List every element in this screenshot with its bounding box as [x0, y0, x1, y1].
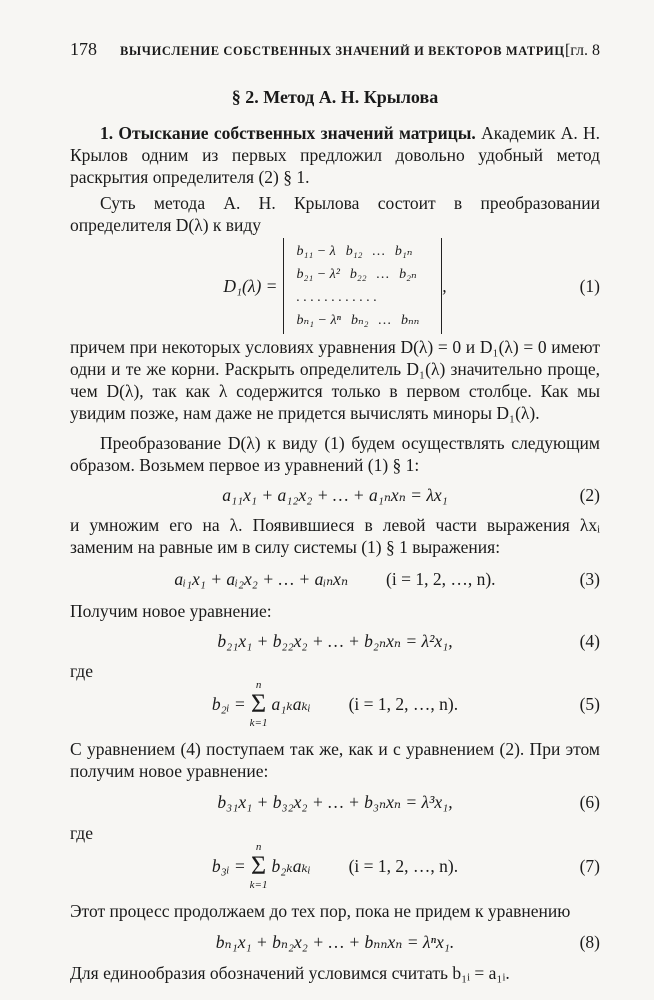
determinant [223, 238, 446, 334]
equation-number: (8) [579, 932, 600, 952]
matrix-row [296, 309, 429, 332]
equation-3 [70, 558, 600, 600]
determinant-matrix [283, 238, 442, 334]
matrix-cell: … [378, 313, 391, 328]
chapter-marker: [гл. 8 [564, 42, 600, 59]
paragraph-7: С уравнением (4) поступаем так же, как и с уравнением (2). При этом получим новое уравнение: [70, 739, 600, 781]
paragraph-1-text: Академик А. Н. Крылов одним из первых предложил довольно удобный метод раскрытия определителя (2) § 1. [70, 123, 601, 187]
equation-condition: (i = 1, 2, …, n). [348, 856, 459, 876]
equation-body: a₁₁x₁ + a₁₂x₂ + … + a₁ₙxₙ = λx₁ [222, 485, 448, 505]
equation-punct: , [442, 276, 447, 296]
equation-body: b₂₁x₁ + b₂₂x₂ + … + b₂ₙxₙ = λ²x₁, [217, 631, 453, 651]
running-header [70, 38, 600, 64]
matrix-row [296, 240, 429, 263]
section-title: § 2. Метод А. Н. Крылова [231, 87, 439, 107]
equation-rhs: b₂ₖaₖᵢ [271, 856, 311, 876]
determinant-lhs: D₁(λ) = [223, 276, 278, 296]
equation-7 [70, 840, 600, 892]
matrix-row [296, 286, 429, 309]
matrix-cell: b₂ₙ [399, 267, 417, 282]
paragraph-lead: 1. Отыскание собственных значений матрицы. [100, 123, 476, 143]
paragraph-1 [70, 122, 600, 188]
sum-lower-limit: k=1 [249, 717, 268, 729]
equation-number: (6) [579, 792, 600, 812]
book-page [70, 38, 600, 984]
equation-number: (1) [579, 276, 600, 296]
matrix-cell: . . . . . . . . . . . . [296, 290, 377, 305]
summation [250, 841, 268, 891]
running-title: ВЫЧИСЛЕНИЕ СОБСТВЕННЫХ ЗНАЧЕНИЙ И ВЕКТОРОВ МАТРИЦ [120, 44, 565, 58]
equation-rhs: a₁ₖaₖᵢ [271, 694, 311, 714]
equation-body: aᵢ₁x₁ + aᵢ₂x₂ + … + aᵢₙxₙ [174, 569, 349, 589]
matrix-cell: b₁ₙ [394, 244, 413, 259]
matrix-cell: b₂₁ − λ² [296, 267, 340, 282]
paragraph-6: Получим новое уравнение: [70, 601, 272, 621]
equation-6 [70, 782, 600, 822]
matrix-cell: b₂₂ [349, 267, 367, 282]
equation-number: (2) [579, 485, 600, 505]
equation-condition: (i = 1, 2, …, n). [348, 694, 459, 714]
paragraph-4: Преобразование D(λ) к виду (1) будем осуществлять следующим образом. Возьмем первое из уравнений (1) § 1: [70, 433, 600, 475]
sigma-symbol: Σ [251, 689, 267, 718]
sum-upper-limit: n [255, 841, 262, 853]
where-word: где [70, 661, 93, 681]
sigma-symbol: Σ [251, 851, 267, 880]
matrix-cell: b₁₁ − λ [296, 244, 336, 259]
page-number: 178 [70, 39, 97, 59]
equation-body: b₃₁x₁ + b₃₂x₂ + … + b₃ₙxₙ = λ³x₁, [217, 792, 453, 812]
sum-upper-limit: n [255, 679, 262, 691]
equation-lhs: b₂ᵢ = [211, 694, 246, 714]
matrix-cell: bₙₙ [400, 313, 420, 328]
equation-number: (7) [579, 856, 600, 876]
equation-condition: (i = 1, 2, …, n). [386, 569, 496, 589]
equation-body: bₙ₁x₁ + bₙ₂x₂ + … + bₙₙxₙ = λⁿx₁. [215, 932, 455, 952]
paragraph-9: Для единообразия обозначений условимся считать b₁ᵢ = a₁ᵢ. [70, 963, 510, 983]
paragraph-5: и умножим его на λ. Появившиеся в левой части выражения λxᵢ заменим на равные им в силу системы (1) § 1 выражения: [70, 515, 600, 557]
matrix-cell: … [372, 244, 385, 259]
equation-number: (3) [579, 569, 600, 589]
matrix-row [296, 263, 429, 286]
paragraph-8: Этот процесс продолжаем до тех пор, пока не придем к уравнению [70, 901, 571, 921]
paragraph-3: причем при некоторых условиях уравнения D(λ) = 0 и D₁(λ) = 0 имеют одни и те же корни. Раскрыть определитель D₁(λ) значительно проще, чем D(λ), так как λ содержится только в первом столбце. Как мы увидим позже, нам даже не придется вычислять миноры D₁(λ). [70, 337, 600, 423]
equation-number: (4) [579, 631, 600, 651]
paragraph-2: Суть метода А. Н. Крылова состоит в преобразовании определителя D(λ) к виду [70, 193, 600, 235]
summation [250, 679, 268, 729]
matrix-cell: … [376, 267, 390, 282]
equation-2 [70, 476, 600, 514]
equation-4 [70, 622, 600, 660]
matrix-cell: bₙ₁ − λⁿ [296, 313, 341, 328]
equation-5 [70, 678, 600, 730]
where-word: где [70, 823, 93, 843]
matrix-cell: b₁₂ [345, 244, 363, 259]
equation-number: (5) [579, 694, 600, 714]
equation-1 [70, 240, 600, 332]
sum-lower-limit: k=1 [249, 879, 268, 891]
equation-8 [70, 922, 600, 962]
equation-lhs: b₃ᵢ = [211, 856, 246, 876]
matrix-cell: bₙ₂ [350, 313, 369, 328]
